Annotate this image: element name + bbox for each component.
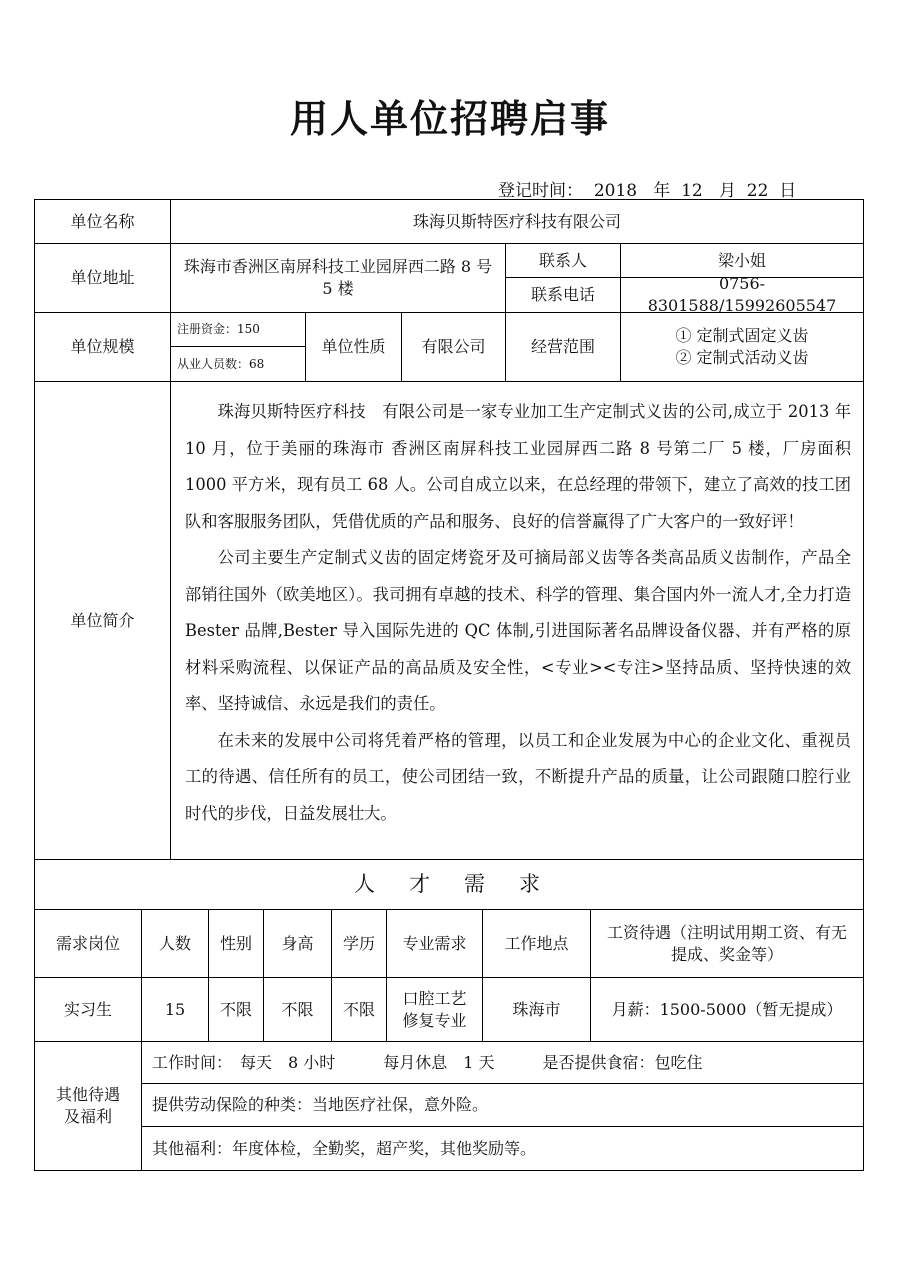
col-salary: 工资待遇（注明试用期工资、有无提成、奖金等） (590, 909, 864, 978)
registration-month: 12 (681, 181, 703, 201)
registration-label: 登记时间： (498, 181, 583, 201)
scope-item: ② 定制式活动义齿 (675, 348, 809, 367)
cell-location: 珠海市 (482, 977, 591, 1042)
cell-position: 实习生 (34, 977, 142, 1042)
employee-count: 从业人员数：68 (170, 346, 306, 382)
cell-gender: 不限 (208, 977, 264, 1042)
month-unit: 月 (718, 181, 736, 201)
registration-date (498, 176, 796, 201)
scale-label: 单位规模 (34, 312, 171, 382)
talent-header: 人才需求 (34, 859, 864, 910)
phone-label: 联系电话 (505, 277, 621, 313)
registered-capital: 注册资金：150 (170, 312, 306, 347)
registration-year: 2018 (593, 181, 638, 201)
intro-paragraph: 珠海贝斯特医疗科技 有限公司是一家专业加工生产定制式义齿的公司,成立于 2013 年 10 月，位于美丽的珠海市 香洲区南屏科技工业园屏西二路 8 号第二厂 5 楼，厂房面积 1000 平方米，现有员工 68 人。公司自成立以来，在总经理的带领下，建立了高效的技工团队和客服服务团队，凭借优质的产品和服务、良好的信誉赢得了广大客户的一致好评！ (185, 402, 851, 531)
insurance: 提供劳动保险的种类：当地医疗社保，意外险。 (141, 1083, 864, 1127)
day-unit: 日 (779, 181, 797, 201)
page-title: 用人单位招聘启事 (289, 97, 610, 141)
intro-paragraph: 在未来的发展中公司将凭着严格的管理，以员工和企业发展为中心的企业文化、重视员工的待遇、信任所有的员工，使公司团结一致，不断提升产品的质量，让公司跟随口腔行业时代的步伐，日益发展壮大。 (185, 730, 851, 823)
registration-day: 22 (746, 181, 769, 201)
intro-paragraph: 公司主要生产定制式义齿的固定烤瓷牙及可摘局部义齿等各类高品质义齿制作，产品全部销往国外（欧美地区）。我司拥有卓越的技术、科学的管理、集合国内外一流人才,全力打造 Bester 品牌,Bester 导入国际先进的 QC 体制,引进国际著名品牌设备仪器、并有严格的原材料采购流程、以保证产品的高品质及安全性，<专业><专注>坚持品质、坚持快速的效率、坚持诚信、永远是我们的责任。 (185, 548, 851, 713)
address: 珠海市香洲区南屏科技工业园屏西二路 8 号 5 楼 (170, 243, 506, 313)
cell-salary: 月薪：1500-5000（暂无提成） (590, 977, 864, 1042)
cell-height: 不限 (263, 977, 332, 1042)
company-name-label: 单位名称 (34, 199, 171, 244)
col-location: 工作地点 (482, 909, 591, 978)
col-height: 身高 (263, 909, 332, 978)
cell-education: 不限 (331, 977, 387, 1042)
work-time: 工作时间： 每天 8 小时 每月休息 1 天 是否提供食宿：包吃住 (141, 1041, 864, 1084)
contact-label: 联系人 (505, 243, 621, 278)
company-name: 珠海贝斯特医疗科技有限公司 (170, 199, 864, 244)
phone-number: 0756-8301588/15992605547 (620, 277, 864, 313)
intro-label: 单位简介 (34, 381, 171, 860)
contact-person: 梁小姐 (620, 243, 864, 278)
company-intro (170, 381, 864, 860)
other-benefits: 其他福利：年度体检，全勤奖，超产奖，其他奖励等。 (141, 1126, 864, 1171)
col-education: 学历 (331, 909, 387, 978)
company-nature: 有限公司 (401, 312, 506, 382)
scope-label: 经营范围 (505, 312, 621, 382)
address-label: 单位地址 (34, 243, 171, 313)
benefits-label: 其他待遇及福利 (34, 1041, 142, 1171)
cell-count: 15 (141, 977, 209, 1042)
col-major: 专业需求 (386, 909, 483, 978)
nature-label: 单位性质 (305, 312, 402, 382)
cell-major: 口腔工艺修复专业 (386, 977, 483, 1042)
col-position: 需求岗位 (34, 909, 142, 978)
business-scope (620, 312, 864, 382)
scope-item: ① 定制式固定义齿 (675, 326, 809, 346)
col-gender: 性别 (208, 909, 264, 978)
year-unit: 年 (653, 181, 671, 201)
col-count: 人数 (141, 909, 209, 978)
